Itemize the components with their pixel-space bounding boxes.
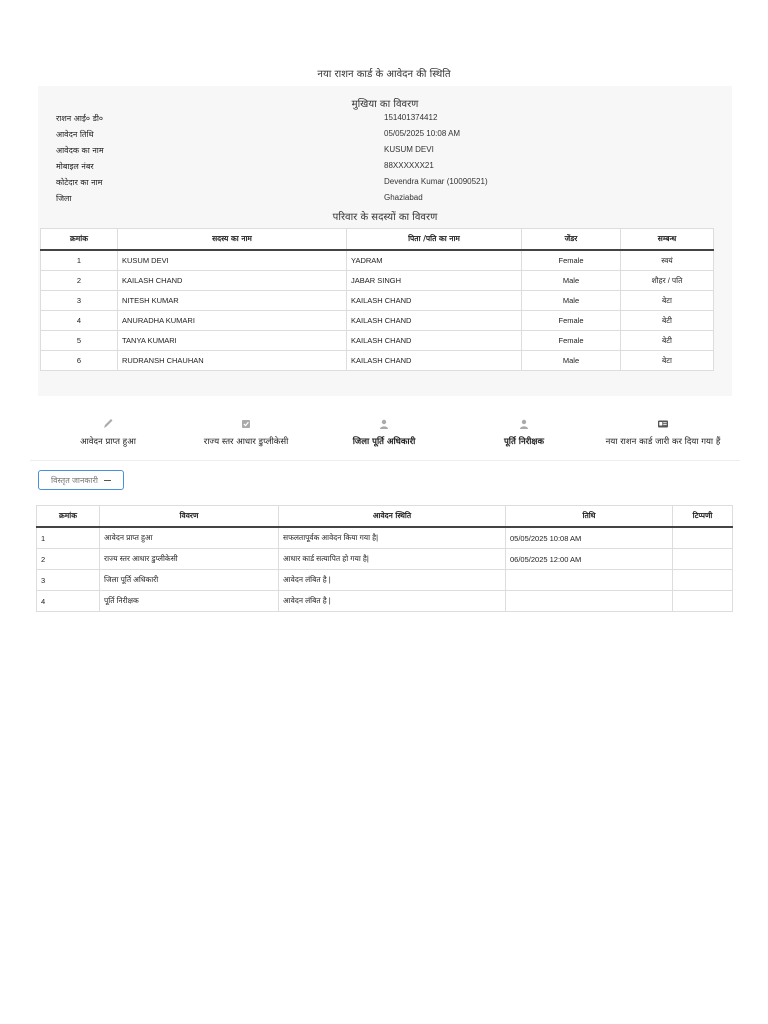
cell	[673, 570, 733, 591]
cell: सफलतापूर्वक आवेदन किया गया है|	[279, 527, 506, 549]
column-header: आवेदन स्थिति	[279, 506, 506, 528]
applicant-name-label: आवेदक का नाम	[56, 146, 104, 155]
cell: आधार कार्ड सत्यापित हो गया है|	[279, 549, 506, 570]
step-supply-inspector[interactable]	[458, 416, 590, 447]
page-title: नया राशन कार्ड के आवेदन की स्थिति	[317, 69, 451, 80]
table-row	[41, 250, 714, 271]
cell	[673, 527, 733, 549]
step-label: पूर्ति निरीक्षक	[503, 437, 545, 447]
cell	[673, 591, 733, 612]
cell: 1	[41, 250, 118, 271]
cell: 5	[41, 331, 118, 351]
cell: आवेदन प्राप्त हुआ	[100, 527, 279, 549]
cell: शौहर / पति	[621, 271, 714, 291]
step-label: नया राशन कार्ड जारी कर दिया गया हैं	[605, 437, 721, 447]
ration-id-label: राशन आई० डी०	[56, 114, 104, 123]
cell: Female	[522, 250, 621, 271]
cell: आवेदन लंबित है |	[279, 570, 506, 591]
cell: 05/05/2025 10:08 AM	[506, 527, 673, 549]
applicant-name-row	[56, 143, 716, 159]
cell: Male	[522, 351, 621, 371]
cell: KUSUM DEVI	[118, 250, 347, 271]
cell: 6	[41, 351, 118, 371]
column-header: टिप्पणी	[673, 506, 733, 528]
table-row	[37, 570, 733, 591]
step-label: जिला पूर्ति अधिकारी	[352, 437, 416, 447]
cell: आवेदन लंबित है |	[279, 591, 506, 612]
cell: 4	[37, 591, 100, 612]
head-section-title: मुखिया का विवरण	[351, 99, 419, 110]
pencil-icon	[102, 416, 114, 432]
cell: 2	[41, 271, 118, 291]
cell: ANURADHA KUMARI	[118, 311, 347, 331]
district-value: Ghaziabad	[384, 193, 423, 202]
step-aadhaar-duplicacy[interactable]	[174, 416, 318, 447]
cell	[506, 591, 673, 612]
table-row	[41, 271, 714, 291]
cell: Male	[522, 271, 621, 291]
column-header: विवरण	[100, 506, 279, 528]
step-card-issued[interactable]	[590, 416, 736, 447]
column-header: क्रमांक	[37, 506, 100, 528]
application-date-row	[56, 127, 716, 143]
column-header: सदस्य का नाम	[118, 229, 347, 251]
cell: NITESH KUMAR	[118, 291, 347, 311]
family-section-title: परिवार के सदस्यों का विवरण	[332, 212, 438, 223]
user-icon	[378, 416, 390, 432]
cell: KAILASH CHAND	[347, 291, 522, 311]
table-row	[37, 549, 733, 570]
family-table-header	[41, 229, 714, 251]
dealer-row	[56, 175, 716, 191]
cell	[673, 549, 733, 570]
column-header: पिता /पति का नाम	[347, 229, 522, 251]
family-members-table	[40, 228, 714, 371]
cell: YADRAM	[347, 250, 522, 271]
table-row	[37, 527, 733, 549]
step-district-supply-officer[interactable]	[316, 416, 452, 447]
details-button-label: विस्तृत जानकारी	[51, 475, 98, 485]
cell: 2	[37, 549, 100, 570]
table-row	[41, 311, 714, 331]
status-table-header	[37, 506, 733, 528]
cell: KAILASH CHAND	[347, 311, 522, 331]
step-label: आवेदन प्राप्त हुआ	[80, 437, 136, 447]
mobile-row	[56, 159, 716, 175]
id-card-icon	[656, 416, 670, 432]
cell: KAILASH CHAND	[347, 331, 522, 351]
applicant-panel	[38, 86, 732, 396]
cell: बेटा	[621, 291, 714, 311]
table-row	[41, 351, 714, 371]
application-date-value: 05/05/2025 10:08 AM	[384, 129, 461, 138]
district-row	[56, 191, 716, 207]
cell: 4	[41, 311, 118, 331]
cell: राज्य स्तर आधार डुप्लीकेसी	[100, 549, 279, 570]
cell: Male	[522, 291, 621, 311]
ration-id-value: 151401374412	[384, 113, 438, 122]
cell: जिला पूर्ति अधिकारी	[100, 570, 279, 591]
dealer-value: Devendra Kumar (10090521)	[384, 177, 488, 186]
checkbox-icon	[240, 416, 252, 432]
cell: Female	[522, 311, 621, 331]
cell: RUDRANSH CHAUHAN	[118, 351, 347, 371]
mobile-label: मोबाइल नंबर	[56, 162, 94, 171]
cell: बेटी	[621, 311, 714, 331]
minus-icon	[104, 480, 111, 481]
cell: TANYA KUMARI	[118, 331, 347, 351]
progress-steps	[38, 416, 738, 460]
step-label: राज्य स्तर आधार डुप्लीकेसी	[203, 437, 289, 447]
ration-id-row	[56, 111, 716, 127]
cell	[506, 570, 673, 591]
column-header: जेंडर	[522, 229, 621, 251]
user-icon	[518, 416, 530, 432]
cell: 1	[37, 527, 100, 549]
cell: 3	[37, 570, 100, 591]
cell: 3	[41, 291, 118, 311]
details-toggle-button[interactable]	[38, 470, 124, 490]
cell: बेटा	[621, 351, 714, 371]
divider	[30, 460, 740, 461]
cell: बेटी	[621, 331, 714, 351]
cell: KAILASH CHAND	[118, 271, 347, 291]
cell: Female	[522, 331, 621, 351]
application-date-label: आवेदन तिथि	[56, 130, 94, 139]
table-row	[41, 331, 714, 351]
cell: 06/05/2025 12:00 AM	[506, 549, 673, 570]
cell: पूर्ति निरीक्षक	[100, 591, 279, 612]
dealer-label: कोटेदार का नाम	[56, 178, 103, 187]
step-application-received[interactable]	[38, 416, 178, 447]
status-table	[36, 505, 733, 612]
table-row	[37, 591, 733, 612]
district-label: जिला	[56, 194, 72, 203]
cell: KAILASH CHAND	[347, 351, 522, 371]
column-header: सम्बन्ध	[621, 229, 714, 251]
cell: JABAR SINGH	[347, 271, 522, 291]
column-header: क्रमांक	[41, 229, 118, 251]
column-header: तिथि	[506, 506, 673, 528]
mobile-value: 88XXXXXX21	[384, 161, 434, 170]
table-row	[41, 291, 714, 311]
applicant-name-value: KUSUM DEVI	[384, 145, 434, 154]
cell: स्वयं	[621, 250, 714, 271]
